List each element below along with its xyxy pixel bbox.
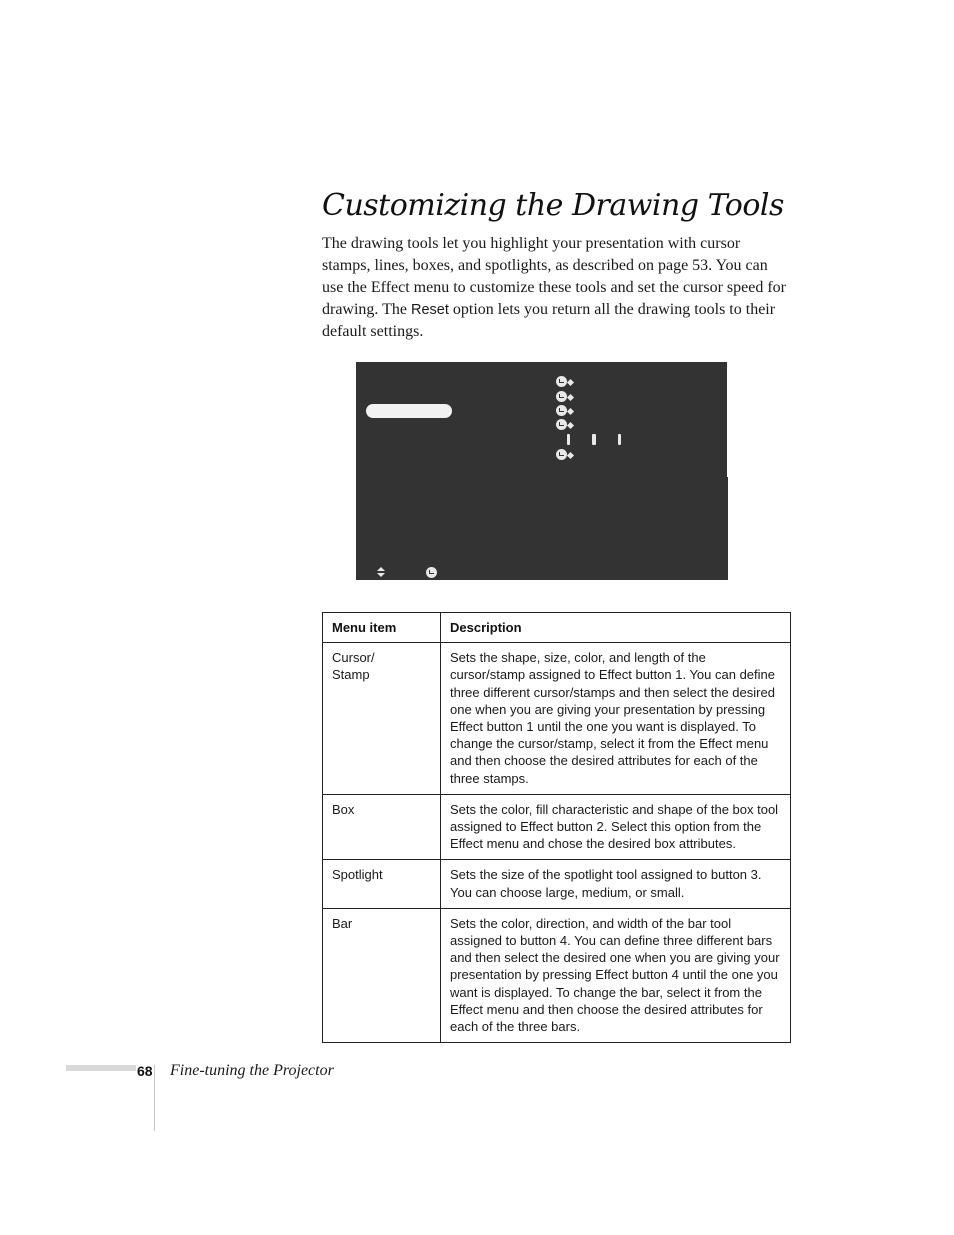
desc-text: until the one you want is displayed. To change the cursor/stamp, select it from the Effect menu and then choose the desired attributes for each of the three stamps.: [450, 719, 769, 786]
enter-icon: [556, 391, 567, 402]
effect-menu-screenshot: [356, 362, 728, 580]
button-number: 4: [671, 967, 679, 983]
reset-term: Reset: [411, 302, 449, 318]
menu-items-table: [322, 612, 791, 1043]
slider-tick: [618, 434, 621, 445]
desc-text: Sets the color, fill characteristic and shape of the box tool assigned to Effect button: [450, 801, 779, 835]
button-number: 1: [526, 719, 534, 735]
table-header-row: [323, 613, 791, 643]
row-box-description: [441, 794, 791, 860]
slider-tick: [567, 434, 570, 445]
table-row: [323, 794, 791, 860]
footer-vertical-rule: [154, 1065, 155, 1131]
desc-text: Sets the color, direction, and width of the bar tool assigned to button: [450, 915, 732, 949]
enter-icon: [556, 376, 567, 387]
button-number: 3: [750, 867, 758, 883]
slider-tick: [592, 434, 596, 445]
table-row: [323, 643, 791, 795]
button-number: 2: [596, 819, 604, 835]
desc-text: . You can choose large, medium, or small.: [450, 867, 762, 900]
page-title: Customizing the Drawing Tools: [322, 186, 790, 226]
arrow-icon: [567, 452, 574, 459]
table-row: [323, 908, 791, 1042]
enter-icon: [426, 567, 437, 578]
desc-text: Sets the size of the spotlight tool assigned to button: [450, 867, 751, 883]
row-spotlight-description: [441, 860, 791, 908]
arrow-icon: [567, 379, 574, 386]
up-down-arrow-icon: [377, 567, 386, 579]
row-bar-description: [441, 908, 791, 1042]
table-row: [323, 860, 791, 908]
arrow-icon: [567, 422, 574, 429]
button-number: 4: [559, 933, 568, 949]
desc-text: until the one you want is displayed. To change the bar, select it from the Effect menu and then choose the desired attributes for each of the three bars.: [450, 967, 778, 1035]
header-description: Description: [441, 613, 791, 643]
header-menu-item: Menu item: [323, 613, 441, 643]
enter-icon: [556, 419, 567, 430]
menu-highlight-bar: [366, 404, 452, 418]
footer-section-title: Fine-tuning the Projector: [170, 1062, 334, 1079]
desc-text: . You can define three different cursor/stamps and then select the desired one when you are giving your presentation by pressing Effect button: [450, 667, 775, 735]
row-bar-item: Bar: [323, 908, 441, 1042]
enter-icon: [556, 405, 567, 416]
row-spotlight-item: Spotlight: [323, 860, 441, 908]
intro-text-2: option lets you return all the drawing tools to their default settings.: [322, 301, 776, 340]
button-number: 1: [675, 667, 683, 683]
intro-text-1: The drawing tools let you highlight your presentation with cursor stamps, lines, boxes, and spotlights, as described on page 53. You can use the Effect menu to customize these tools and set the cursor speed for drawing. The: [322, 235, 787, 318]
arrow-icon: [567, 394, 574, 401]
row-box-item: Box: [323, 794, 441, 860]
arrow-icon: [567, 408, 574, 415]
desc-text: Sets the shape, size, color, and length of the cursor/stamp assigned to Effect button: [450, 650, 706, 683]
screen-edge-notch: [727, 362, 729, 477]
page-number: 68: [137, 1063, 153, 1079]
enter-icon: [556, 449, 567, 460]
row-cursor-stamp-item: Cursor/ Stamp: [323, 643, 441, 795]
desc-text: . You can define three different bars and then select the desired one when you are giving your presentation by pressing Effect button: [450, 933, 780, 983]
row-cursor-stamp-description: [441, 643, 791, 795]
desc-text: . Select this option from the Effect menu and chose the desired box attributes.: [450, 819, 762, 852]
intro-paragraph: [322, 233, 790, 343]
